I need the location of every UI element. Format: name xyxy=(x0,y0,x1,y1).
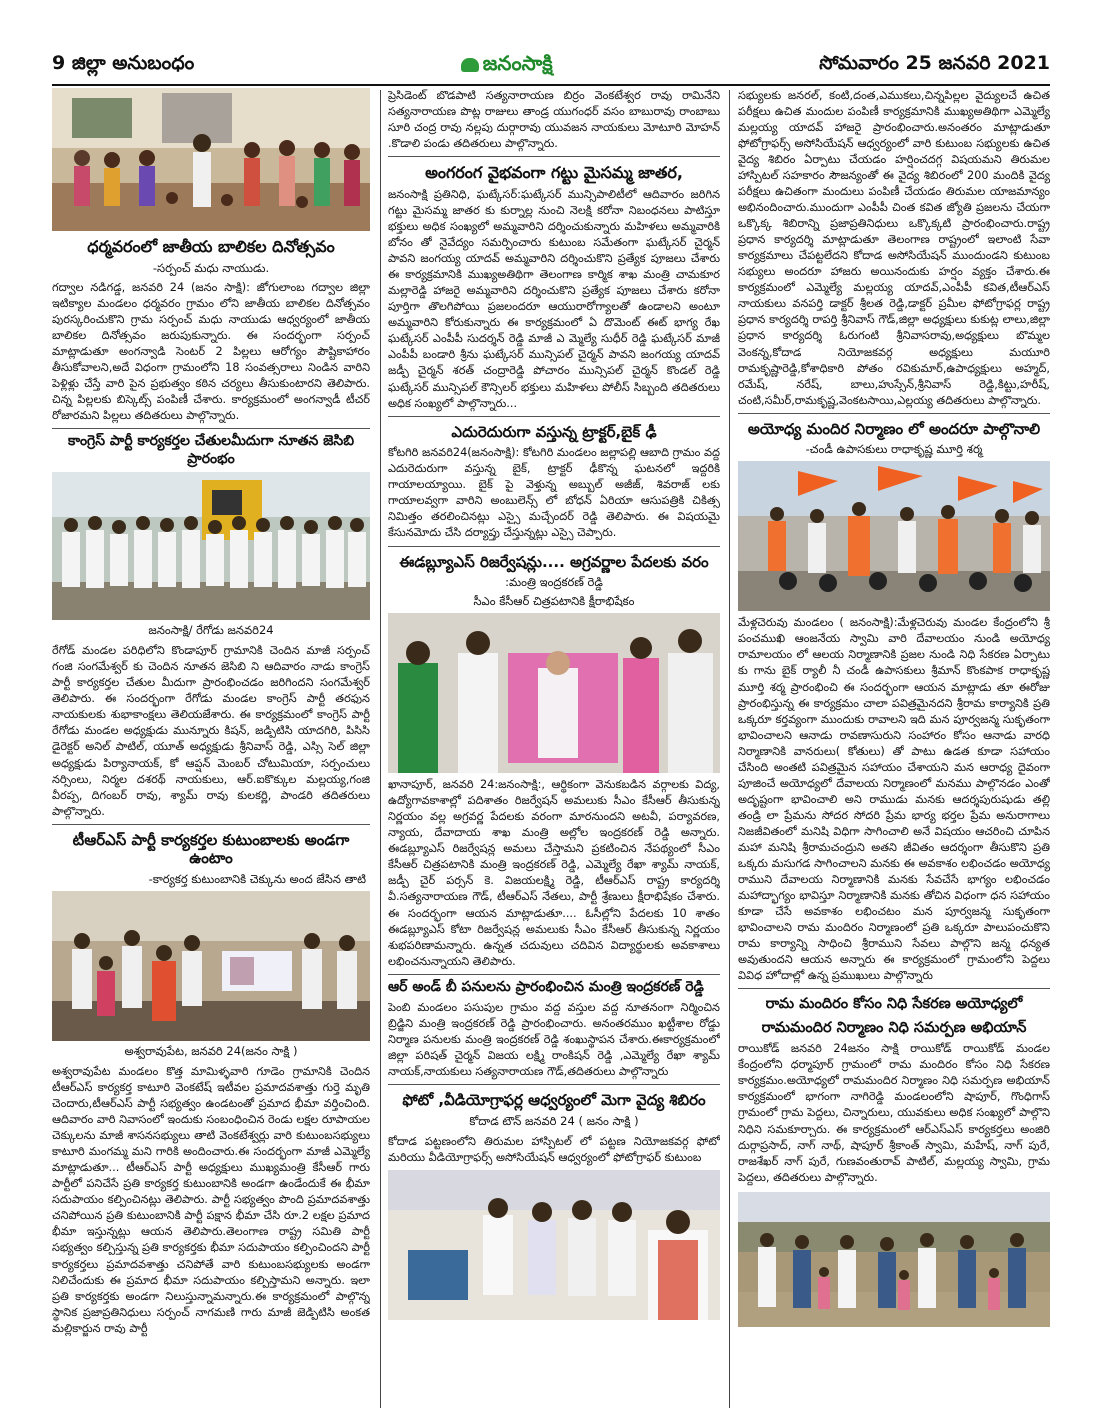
headline: రామ మందిరం కోసం నిధి సేకరణ అయోధ్యలో xyxy=(765,996,1023,1013)
headline: ధర్మవరంలో జాతీయ బాలికల దినోత్సవం xyxy=(87,237,335,256)
column-3 xyxy=(738,88,1050,1408)
headline: ఎదురెదురుగా వస్తున్న ట్రాక్టర్,బైక్ ఢీ xyxy=(451,422,657,441)
article-body: రేగోడ్ మండల పరిధిలోని కొండాపూర్ గ్రామానికి చెందిన మాజీ సర్పంచ్ గంజి సంగమేశ్వర్ కు చెందిన నూతన జెసిబి ని ఆదివారం నాడు కాంగ్రెస్ పార్టీ కార్యకర్తల చేతుల మీదుగా ప్రారంభించడం జరిగిందని సంగమేశ్వర్ తెలిపారు. ఈ సందర్భంగా రేగోడు మండల కాంగ్రెస్ పార్టీ తరఫున నాయకులకు శుభాకాంక్షలు తెలియజేశారు. ఈ కార్యక్రమంలో కాంగ్రెస్ పార్టీ రేగోడు మండల అధ్యక్షుడు మున్నూరు కిషన్, జడ్పిటిసి యాదగిరి, పిసిసి డైరెక్టర్ అనిల్ పాటిల్, యూత్ అధ్యక్షుడు శ్రీనివాస్ రెడ్డి, ఎస్సి సెల్ జిల్లా అధ్యక్షుడు పిర్యానాయక్, కో ఆప్షన్ మెంబర్ చోటుమియా, సర్పంచులు నర్సింలు, నిర్మల దశరథ్ నాయకులు, ఆర్.ఐకొక్కుల మల్లయ్య,గంజి వీరప్ప, దిగంబర్ రావు, శ్యామ్ రావు కులకర్ణి, పాండరి తదితరులు పాల్గొన్నారు. xyxy=(52,644,370,818)
article-divider xyxy=(388,546,720,547)
column-2 xyxy=(388,88,720,1408)
dateline: కోదాడ టౌన్ జనవరి 24 ( జనం సాక్షి ) xyxy=(469,1114,639,1129)
article-body: మేళ్లచెరువు మండలం ( జనంసాక్షి):మేళ్లచెరువు మండల కేంద్రంలోని శ్రీ పంచముఖి ఆంజనేయ స్వామి వారి దేవాలయం నుండి అయోధ్య రామాలయం లో ఆలయ నిర్మాణానికి ప్రజల నుండి నిధి సేకరణ ఏర్పాటు కు గాను బైక్ ర్యాలీ నీ చండీ ఉపాసకులు శ్రీమాన్ కొంకపాక రాధాకృష్ణ మూర్తి శర్మ ప్రారంభించి ఈ సందర్భంగా ఆయన మాట్లాడు తూ ఈరోజు ప్రారంభిస్తున్న ఈ కార్యక్రమం చాలా పవిత్రమైనదని శ్రీరామ కార్యానికి ప్రతి ఒక్కరూ కర్తవ్యంగా ముందుకు రావాలని ఇది మన పూర్వజన్మ సుకృతంగా భావించాలని ఆనాడు రావణాసురుని సంహారం కోసం ఆనాడు వారధి నిర్మాణానికి వానరులు( కోతులు) తో పాటు ఉడత కూడా సహాయం చేసింది అంతటి పవిత్రమైన సహాయం చేశాయని మన ఆరాధ్య దైవంగా పూజించే అయోధ్యలో దేవాలయ నిర్మాణంలో మనము పాల్గొనడం ఎంతో అదృష్టంగా భావించాలి అని రాముడు మనకు ఆదర్శపురుషుడు తల్లి తండ్రి లా ప్రేమను సోదర సోదరి ప్రేమ భార్య భర్తల ప్రేమ అనురాగాలు నిజజీవితంలో మనిషి విధిగా సాగించాలి అనే విషయం ఆచరించి చూపిన మహా మనిషి శ్రీరామచంద్రుని అతని జీవితం ఆదర్శంగా తీసుకొని ప్రతి ఒక్కరు మసుగడ సాగించాలని మనకు ఈ అవకాశం లభించడం అయోధ్య రాముని దేవాలయ నిర్మాణానికి మనకు సేవచేసే భాగ్యం లభించడం మహాద్భాగ్యం భావిస్తూ నిర్మాణానికి మనకు తోచిన విధంగా ధన సహాయం కూడా చేసే అవకాశం లభించటం మన పూర్వజన్మ సుకృతంగా భావించాలని రామ మందిరం నిర్మాణంలో ప్రతి ఒక్కరూ పాలుపంచుకొని రామ కార్యాన్ని సాధించి శ్రీరాముని సేవలు పాల్గొని జన్మ ధన్యత అవుతుందని ఆయన అన్నారు ఈ కార్యక్రమంలో గ్రామంలోని పెద్దలు వివిధ హోదాల్లో ఉన్న ప్రముఖులు పాల్గొన్నారు xyxy=(738,616,1050,983)
article-body: ప్రెసిడెంట్ బొడపాటి సత్యనారాయణ బిర్రం వెంకటేశ్వర రావు రామినేని సత్యనారాయణ పొట్ల రాజులు తాండ్ర యుగంధర్ వసం బాబురావు రాంబాబు సూరి చంద్ర రావు నల్లపు దుర్గారావు యువజన నాయకులు మోటూరి మోహన్ .కొడాలి పండు తదితరులు పాల్గొన్నారు. xyxy=(388,89,720,151)
article-body: అశ్వరావుపేట మండలం కొత్త మామిళ్ళవారి గూడెం గ్రామానికి చెందిన టీఆర్ఎస్ కార్యకర్త కాటూరి వెంకటేష్ ఇటీవల ప్రమాదవశాత్తు గుర్తె మృతి చెందారు,టీఆర్ఎస్ పార్టీ సభ్యత్వం ఉండటంతో ప్రమాద భీమా వర్తించింది. ఆదివారం వారి నివాసంలో ఇందుకు సంబంధించిన రెండు లక్షల రూపాయల చెక్కులను మాజీ శాసనసభ్యులు తాటి వెంకటేశ్వర్లు వారి కుటుంబసభ్యులు కాటూరి మంగమ్మ మని గారికి అందించారు.ఈ సందర్భంగా మాజీ ఎమ్మెల్యే మాట్లాడుతూ... టీఆర్ఎస్ పార్టీ అధ్యక్షులు ముఖ్యమంత్రి కేసీఆర్ గారు పార్టీలో పనిచేసే ప్రతి కార్యకర్త కుటుంబానికి అండగా ఉండేందుకే ఈ భీమా సదుపాయం కల్పించినట్లు తెలిపారు. పార్టీ సభ్యత్వం పొంది ప్రమాదవశాత్తు చనిపోయిన ప్రతి కుటుంబానికి పార్టీ పక్షాన భీమా చేసి రూ.2 లక్షల ప్రమాద భీమా ఇస్తున్నట్లు ఆయన తెలిపారు.తెలంగాణ రాష్ట్ర సమితి పార్టీ సభ్యత్వం కల్పిస్తున్న ప్రతి కార్యకర్తకు భీమా సదుపాయం కల్పించిందని పార్టీ కార్యకర్తలు ప్రమాదవశాత్తు చనిపోతే వారి కుటుంబసభ్యులకు అండగా నిలిచేందుకు ఈ ప్రమాద భీమా సదుపాయం కల్పిస్తామని అన్నారు. ఇలా ప్రతి కార్యకర్తకు అండగా నిలుస్తున్నామన్నారు.ఈ కార్యక్రమంలో పాల్గొన్న స్థానిక ప్రజాప్రతినిధులు సర్పంచ్ నాగమణి గారు మాజీ జెడ్పిటిసి అంకత మల్లికార్జున రావు పార్టీ xyxy=(52,1065,370,1335)
photo-bike-rally xyxy=(738,461,1050,611)
photo-medical-camp xyxy=(388,1170,720,1320)
masthead-rule xyxy=(52,84,1050,86)
headline: కాంగ్రెస్ పార్టీ కార్యకర్తల చేతులమీదుగా నూతన జెసిబి ప్రారంభం xyxy=(67,433,355,467)
photo-girls-day xyxy=(52,88,370,231)
photo-fund-collection xyxy=(738,1192,1050,1327)
masthead xyxy=(52,48,1050,82)
article-body: సభ్యులకు జనరల్, కంటి,దంత,ఎముకలు,చిన్నపిల్లల వైద్యులచే ఉచిత పరీక్షలు ఉచిత మందుల పంపిణీ కార్యక్రమానికి ముఖ్యఅతిథిగా ఎమ్మెల్యే మల్లయ్య యాదవ్ హాజరై ప్రారంభించారు.అనంతరం మాట్లాడుతూ ఫోటోగ్రాఫర్స్ అసోసియేషన్ ఆధ్వర్యంలో వారి కుటుంబ సభ్యులకు ఉచిత వైద్య శిబిరం ఏర్పాటు చేయడం హర్షించదగ్గ విషయమని తిరుమల హాస్పిటల్ సహకారం సౌజన్యంతో ఈ వైద్య శిబిరంలో 200 మందికి వైద్య పరీక్షలు ఉచితంగా మందులు పంపిణీ చేయడం తిరుమల యాజమాన్యం అభినందించారు.ముందుగా ఎంపీపీ చింత కవిత జ్యోతి ప్రజలను చేయగా ఒక్కొక్క శిబిరాన్ని ప్రజాప్రతినిధులు ఒక్కొక్కటి ప్రారంభించారు.రాష్ట్ర ప్రధాన కార్యదర్శి మాట్లాడుతూ తెలంగాణ రాష్ట్రంలో ఇలాంటి సేవా కార్యక్రమాలు చేపట్టలేదని కోదాడ అసోసియేషన్ ముందుండని కుటుంబ సభ్యులు అందరూ హాజరు అయినందుకు హర్షం వ్యక్తం చేశారు.ఈ కార్యక్రమంలో ఎమ్మెల్యే మల్లయ్య యాదవ్,ఎంపీపీ కవిత,టీఆర్ఎస్ నాయకులు వనపర్తి డాక్టర్ శ్రీలత రెడ్డి,డాక్టర్ ప్రమీల ఫోటోగ్రాఫర్ల రాష్ట్ర ప్రధాన కార్యదర్శి రాపర్తి శ్రీనివాస్ గౌడ్,జిల్లా అధ్యక్షులు కుకుట్ల లాలు,జిల్లా ప్రధాన కార్యదర్శి ఓరుగంటి శ్రీనివాసరావు,అధ్యక్షులు బొమ్మల వెంకన్న,కోదాడ నియోజకవర్గ అధ్యక్షులు మయూరి రామకృష్ణారెడ్డి,కోశాధికారి పోతం రవికుమార్,ఉపాధ్యక్షులు అహ్మద్, రమేష్, నరేష్, బాలు,హుస్సేన్,శ్రీనివాస్ రెడ్డి,కిట్టు,హరీష్, చంటి,సమీర్,రామకృష్ణ,వెంకటసాయి,ఎల్లయ్య తదితరులు పాల్గొన్నారు. xyxy=(738,89,1050,407)
column-divider xyxy=(380,90,381,1408)
newspaper-logo xyxy=(461,51,553,80)
headline: టీఆర్ఎస్ పార్టీ కార్యకర్తల కుటుంబాలకు అండగా ఉంటాం xyxy=(72,830,350,868)
issue-date: సోమవారం 25 జనవరి 2021 xyxy=(819,51,1050,74)
article-divider xyxy=(738,988,1050,989)
headline: అంగరంగ వైభవంగా గట్టు మైసమ్మ జాతర, xyxy=(425,163,683,183)
article-divider xyxy=(388,1084,720,1085)
headline: రామమందిర నిర్మాణం నిధి సమర్పణ అభియాన్ xyxy=(761,1020,1027,1037)
headline: ఈడబ్ల్యూఎస్ రిజర్వేషన్లు.... అగ్రవర్ణాల పేదలకు వరం xyxy=(399,552,709,571)
article-body: కోదాడ పట్టణంలోని తిరుమల హాస్పిటల్ లో పట్టణ నియోజకవర్గ ఫోటో మరియు వీడియోగ్రాఫర్స్ అసోసియేషన్ ఆధ్వర్యంలో ఫోటోగ్రాఫర్ కుటుంబ xyxy=(388,1135,720,1165)
subheadline: సీఎం కేసీఆర్ చిత్రపటానికి క్షీరాభిషేకం xyxy=(473,594,635,609)
article-body: రాయికోడ్ జనవరి 24జనం సాక్షి రాయికోడ్ రాయికోడ్ మండల కేంద్రంలోని ధర్మాపూర్ గ్రామంలో రామ మందిరం కోసం నిధి సేకరణ కార్యక్రమం.అయోధ్యలో రామమందిర నిర్మాణం నిధి సమర్పణ అభియాన్ కార్యక్రమంలో భాగంగా నాగిరెడ్డి మండలంలోని షాపూర్, గొంధిగాస్ గ్రామంలో గ్రామ పెద్దలు, చిన్నారులు, యువకులు అధిక సంఖ్యలో పాల్గొని నిధిని సమకూర్చారు. ఈ కార్యక్రమంలో ఆర్ఎస్ఎస్ కార్యకర్తలు అంజిరి దుర్గాప్రసాద్, నాగ్ నాథ్, షాపూర్ శ్రీకాంత్ స్వామి, మహేష్, నాగ్ పురే, రాజశేఖర్ నాగ్ పురే, గుణవంతురావ్ పాటిల్, మల్లయ్య స్వామి, గ్రామ పెద్దలు, తదితరులు పాల్గొన్నారు. xyxy=(738,1042,1050,1184)
column-1 xyxy=(52,88,370,1408)
headline: ఫోటో ,వీడియోగ్రాఫర్ల ఆధ్వర్యంలో మెగా వైద్య శిబిరం xyxy=(402,1091,706,1110)
photo-caption: జనంసాక్షి/ రేగోడు జనవరి24 xyxy=(148,623,274,638)
article-divider xyxy=(52,428,370,429)
logo-leaf-icon xyxy=(461,58,479,72)
photo-jcb-launch xyxy=(52,472,370,620)
article-divider xyxy=(738,413,1050,414)
article-body: గద్వాల నడిగడ్డ, జనవరి 24 (జనం సాక్షి): జోగులాంబ గద్వాల జిల్లా ఇటిక్యాల మండలం ధర్మవరం గ్రామం లోని జాతీయ బాలికల దినోత్సవం పురస్కరించుకొని గ్రామ సర్పంచ్ మధు నాయుడు ఆధ్వర్యంలో జాతీయ బాలికల దినోత్సవం జరుపుకున్నారు. ఈ సందర్భంగా సర్పంచ్ మాట్లాడుతూ అంగన్వాడి సెంటర్ 2 పిల్లలు ఆరోగ్యం పౌష్టికాహారం తీసుకోవాలని,అదే విధంగా గ్రామంలోని 18 సంవత్సరాలు నిండిన వారిని పెళ్లిళ్లు చేస్తే వారి పైన ప్రభుత్వం కఠిన చర్యలు తీసుకుంటారని తెలిపారు. చిన్న పిల్లలకు బిస్కెట్స్ పంపిణీ చేశారు. కార్యక్రమంలో అంగన్వాడీ టీచర్ రోజారమని పిల్లలు తదితరులు పాల్గొన్నారు. xyxy=(52,281,370,423)
photo-cheque-handover xyxy=(52,891,370,1041)
headline: ఆర్ అండ్ బీ పనులను ప్రారంభించిన మంత్రి ఇంద్రకరణ్ రెడ్డి xyxy=(388,978,704,995)
page-section-label: 9 జిల్లా అనుబంధం xyxy=(52,51,195,74)
photo-caption: అశ్వరావుపేట, జనవరి 24(జనం సాక్షి ) xyxy=(124,1044,298,1059)
logo-text: జనంసాక్షి xyxy=(482,50,553,75)
byline: -సర్పంచ్ మధు నాయుడు. xyxy=(152,261,270,275)
article-body: కోటగిరి జనవరి24(జనంసాక్షి): కోటగిరి మండలం జల్లాపల్లి ఆబాది గ్రామం వద్ద ఎదురెదురుగా వస్తున్న బైక్, ట్రాక్టర్ ఢీకొన్న ఘటనలో ఇద్దరికి గాయాలయ్యాయి. బైక్ పై వెళ్తున్న అబ్బుల్ అజీజ్, శివరాజ్ లకు గాయాలవ్వగా వారిని అంబులెన్స్ లో బోధన్ ఏరియా ఆసుపత్రికి చికిత్స నిమిత్తం తరలించినట్లు ఎస్సై మచ్చేందర్ రెడ్డి తెలిపారు. ఈ విషయమై కేసునమోదు చేసి దర్యాప్తు చేస్తున్నట్లు ఎస్సై చెప్పారు. xyxy=(388,446,720,540)
photo-ksr-portrait-abhishekam xyxy=(388,613,720,773)
article-divider xyxy=(388,156,720,157)
headline: అయోధ్య మందిర నిర్మాణం లో అందరూ పాల్గొనాలి xyxy=(747,419,1041,438)
article-divider xyxy=(388,974,720,975)
subheadline: -చండీ ఉపాసకులు రాధాకృష్ణ మూర్తి శర్మ xyxy=(805,442,983,457)
subheadline: :మంత్రి ఇంద్రకరణ్ రెడ్డి xyxy=(505,575,603,590)
article-body: ఖానాపూర్, జనవరి 24:జనంసాక్షి:, ఆర్థికంగా వెనుకబడిన వర్గాలకు విద్య, ఉద్యోగావకాశాల్లో పదిశాతం రిజర్వేషన్ అమలుకు సీఎం కేసీఆర్ తీసుకున్న నిర్ణయం వల్ల అగ్రవర్ణ పేదలకు వరంగా మారనుందని అటవీ, పర్యావరణ, న్యాయ, దేవాదాయ శాఖ మంత్రి అల్లోల ఇంద్రకరణ్ రెడ్డి అన్నారు. ఈడబ్ల్యూఎస్ రిజర్వేషన్ల అమలు చేస్తామని ప్రకటించిన నేపథ్యంలో సీఎం కేసీఆర్ చిత్రపటానికి మంత్రి ఇంద్రకరణ్ రెడ్డి, ఎమ్మెల్యే రేఖా శ్యామ్ నాయక్, జడ్పీ చైర్ పర్సన్ కె. విజయలక్ష్మి రెడ్డి, టీఆర్ఎస్ రాష్ట్ర కార్యదర్శి వీ.సత్యనారాయణ గౌడ్, టీఆర్ఎస్ నేతలు, పార్టీ శ్రేణులు క్షీరాభిషేకం చేశారు. ఈ సందర్భంగా ఆయన మాట్లాడుతూ.... ఓసీల్లోని పేదలకు 10 శాతం ఈడబ్ల్యూఎస్ కోటా రిజర్వేషన్ల అమలుకు సీఎం కేసీఆర్ తీసుకున్న నిర్ణయం శుభపరిణామన్నారు. ఉన్నత చదువులు చదివిన విద్యార్థులకు అవకాశాలు లభించనున్నాయని తెలిపారు. xyxy=(388,778,720,968)
subheadline: -కార్యకర్త కుటుంబానికి చెక్కును అంద జేసిన తాటి xyxy=(148,872,366,887)
article-body: జనంసాక్షి ప్రతినిధి, ఘట్కేసర్:ఘట్కేసర్ మున్సిపాలిటీలో ఆదివారం జరిగిన గట్టు మైసమ్మ జాతర కు కుర్నాల్ల నుంచి నెలక్షి కరోనా నిబంధనలు పాటిస్తూ భక్తులు అధిక సంఖ్యలో అమ్మవారిని దర్శించుకున్నారు మహిళలు అమ్మవారికి బోనం తో నైవేద్యం సమర్పించారు కుటుంబ సమేతంగా ఘట్కేసర్ చైర్మన్ పావని జంగయ్య యాదవ్ అమ్మవారిని దర్శించుకొని ప్రత్యేక పూజలు చేశారు ఈ కార్యక్రమానికి ముఖ్యఅతిథిగా తెలంగాణ కార్మిక శాఖ మంత్రి చామకూర మల్లారెడ్డి హాజరై అమ్మవారిని దర్శించుకొని ప్రత్యేక పూజలు చేశారు కరోనా పూర్తిగా తొలగిపోయి ప్రజలందరూ ఆయురారోగ్యాలతో ఉండాలని అంటూ అమ్మవారిని కోరుకున్నారు ఈ కార్యక్రమంలో ఏ దొమెంట్ ఈట్ భాగ్య రేఖ ఘట్కేసర్ ఎంపీపీ సుదర్శన్ రెడ్డి మాజీ ఎ మ్మెల్యే సుధీర్ రెడ్డి ఘట్కేసర్ మాజీ ఎంపీపీ బండారి శ్రీను ఘట్కేసర్ మున్సిపల్ చైర్మన్ పావని జంగయ్య యాదవ్ జడ్పీ చైర్మన్ శరత్ చంద్రారెడ్డి పోచారం మున్సిపల్ చైర్మన్ కొండల్ రెడ్డి ఘట్కేసర్ మున్సిపల్ కౌన్సిలర్ భక్తులు మహిళలు పోలీస్ సిబ్బంది తదితరులు అధిక సంఖ్యలో పాల్గొన్నారు... xyxy=(388,188,720,410)
article-divider xyxy=(388,416,720,417)
article-body: పెంబి మండలం పసుపుల గ్రామం వద్ద వస్తుల వద్ద నూతనంగా నిర్మించిన బ్రిడ్జిని మంత్రి ఇంద్రకరణ్ రెడ్డి ప్రారంభించారు. అనంతరముం ఖట్టీశాల రోడ్డు నిర్మాణ పనులకు మంత్రి ఇంద్రకరణ్ రెడ్డి శంఖుస్థాపన చేశారు.ఈకార్యక్రమంలో జిల్లా పరిషత్ చైర్మన్ విజయ లక్ష్మి రాంకిషన్ రెడ్డి ,ఎమ్మెల్యే రేఖా శ్యామ్ నాయక్,నాయకులు సత్యనారాయణ గౌడ్,తదితరులు పాల్గొన్నారు xyxy=(388,1001,720,1079)
article-divider xyxy=(52,824,370,825)
column-divider xyxy=(729,90,730,1408)
